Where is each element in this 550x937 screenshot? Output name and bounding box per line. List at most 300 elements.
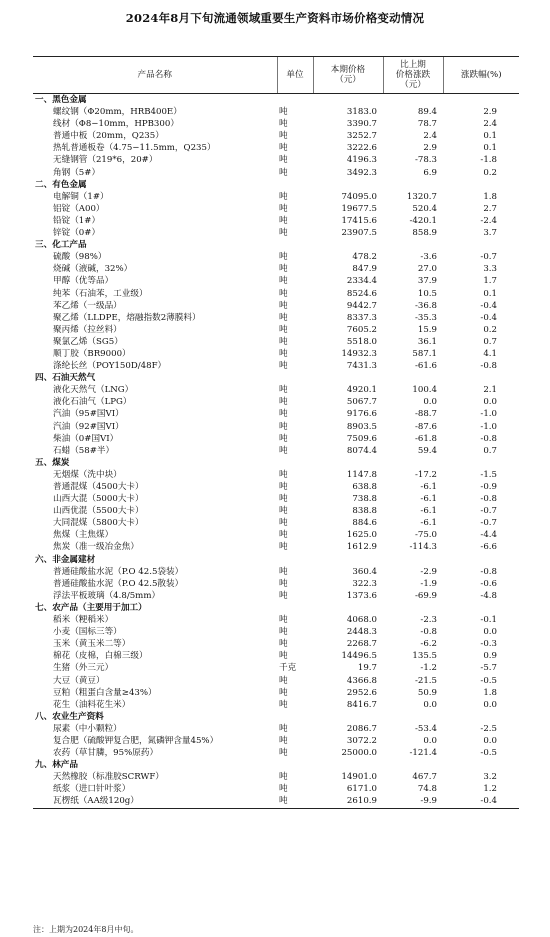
- category-title: 九、林产品: [35, 760, 78, 771]
- change-cell: -6.2: [420, 639, 437, 650]
- footnote: 注：上期为2024年8月中旬。: [33, 925, 139, 934]
- change-cell: -21.5: [414, 675, 437, 686]
- change-cell: -6.1: [420, 506, 437, 517]
- category-title: 六、非金属建材: [35, 554, 96, 565]
- price-cell: 2610.9: [313, 795, 383, 808]
- unit-cell: 吨: [279, 119, 288, 130]
- unit-cell: 吨: [279, 409, 288, 420]
- product-name: 棉花（皮棉，白棉三级）: [53, 651, 148, 662]
- table-row: [33, 142, 519, 154]
- change-cell: -6.1: [420, 482, 437, 492]
- header-change: 比上期 价格涨跌 （元）: [383, 57, 443, 94]
- price-cell: 2086.7: [346, 723, 377, 734]
- unit-cell: 吨: [279, 421, 288, 432]
- table-row: [33, 288, 519, 300]
- unit-cell: 吨: [279, 361, 288, 372]
- change-cell: 27.0: [417, 264, 437, 275]
- pct-cell: 0.0: [483, 397, 497, 408]
- change-cell: -0.8: [420, 627, 437, 638]
- unit-cell: 吨: [279, 445, 288, 456]
- change-cell: -61.8: [414, 433, 437, 444]
- unit-cell: 吨: [279, 203, 288, 214]
- table-header-row: [33, 57, 519, 94]
- change-cell: 135.5: [412, 651, 437, 662]
- product-name: 天然橡胶（标准胶SCRWF）: [53, 772, 164, 783]
- unit-cell: 吨: [279, 397, 288, 408]
- product-name: 硫酸（98%）: [53, 252, 107, 263]
- category-row: [33, 602, 519, 614]
- category-row: [33, 239, 519, 251]
- unit-cell: 吨: [279, 494, 288, 505]
- change-cell: 50.9: [417, 687, 437, 698]
- product-name: 汽油（95#国VI）: [53, 409, 124, 420]
- price-cell: 4068.0: [346, 615, 377, 626]
- change-cell: 6.9: [423, 167, 437, 178]
- change-cell: 78.7: [417, 119, 437, 130]
- pct-cell: -1.5: [480, 469, 497, 480]
- category-row: [33, 759, 519, 771]
- price-cell: 19677.5: [341, 203, 377, 214]
- table-row: [33, 493, 519, 505]
- change-cell: 100.4: [412, 385, 437, 396]
- price-cell: 1612.9: [346, 542, 377, 553]
- unit-cell: 吨: [279, 530, 288, 541]
- product-name: 小麦（国标三等）: [53, 627, 122, 638]
- table-row: [33, 445, 519, 457]
- pct-cell: 0.1: [483, 288, 497, 299]
- price-cell: 322.3: [352, 578, 377, 589]
- price-cell: 5518.0: [346, 336, 377, 347]
- price-cell: 23907.5: [341, 228, 377, 239]
- unit-cell: 吨: [279, 288, 288, 299]
- pct-cell: -4.8: [480, 590, 497, 601]
- product-name: 汽油（92#国VI）: [53, 421, 124, 432]
- pct-cell: 0.2: [483, 324, 497, 335]
- pct-cell: -0.7: [480, 518, 497, 529]
- product-name: 石蜡（58#半）: [53, 445, 115, 456]
- table-row: [33, 614, 519, 626]
- table-row: [33, 167, 519, 179]
- pct-cell: 0.2: [483, 167, 497, 178]
- price-cell: 847.9: [352, 264, 377, 275]
- header-product-name: 产品名称: [33, 57, 277, 94]
- price-cell: 9442.7: [346, 300, 377, 311]
- pct-cell: 2.1: [483, 385, 497, 396]
- change-cell: 520.4: [412, 203, 437, 214]
- product-name: 无烟煤（洗中块）: [53, 469, 122, 480]
- price-cell: 3390.7: [346, 119, 377, 130]
- table-row: [33, 723, 519, 735]
- price-cell: 8416.7: [346, 699, 377, 710]
- change-cell: -9.9: [383, 795, 443, 808]
- product-name: 无缝钢管（219*6，20#）: [53, 155, 158, 166]
- product-name: 普通中板（20mm，Q235）: [53, 131, 164, 142]
- pct-cell: -0.4: [480, 312, 497, 323]
- unit-cell: 吨: [279, 300, 288, 311]
- page-title: 2024年8月下旬流通领域重要生产资料市场价格变动情况: [125, 11, 425, 25]
- change-cell: -2.9: [420, 566, 437, 577]
- change-cell: 2.4: [423, 131, 437, 142]
- table-row: [33, 408, 519, 420]
- product-name: 烧碱（液碱，32%）: [53, 264, 133, 275]
- price-cell: 8337.3: [346, 312, 377, 323]
- table-row: [33, 106, 519, 118]
- change-cell: 37.9: [417, 276, 437, 287]
- category-title: 三、化工产品: [35, 240, 87, 251]
- pct-cell: 1.7: [483, 276, 497, 287]
- pct-cell: -0.8: [480, 361, 497, 372]
- change-cell: -78.3: [414, 155, 437, 166]
- pct-cell: -2.4: [480, 215, 497, 226]
- table-row: [33, 517, 519, 529]
- pct-cell: -0.4: [443, 795, 519, 808]
- price-cell: 9176.6: [346, 409, 377, 420]
- product-name: 铅锭（1#）: [53, 215, 101, 226]
- category-row: [33, 711, 519, 723]
- change-cell: 10.5: [417, 288, 437, 299]
- pct-cell: -1.8: [480, 155, 497, 166]
- category-row: [33, 94, 519, 107]
- pct-cell: -1.0: [480, 421, 497, 432]
- table-row: [33, 203, 519, 215]
- change-cell: 587.1: [412, 348, 437, 359]
- pct-cell: 0.9: [483, 651, 497, 662]
- change-cell: 89.4: [417, 107, 437, 118]
- product-name: 甲醇（优等品）: [53, 276, 114, 287]
- price-cell: 738.8: [352, 494, 377, 505]
- change-cell: -1.9: [420, 578, 437, 589]
- unit-cell: 吨: [279, 723, 288, 734]
- product-name: 大同混煤（5800大卡）: [53, 518, 144, 529]
- table-row: [33, 795, 519, 808]
- price-cell: 3252.7: [346, 131, 377, 142]
- unit-cell: 吨: [279, 143, 288, 154]
- table-row: [33, 263, 519, 275]
- table-row: [33, 529, 519, 541]
- unit-cell: 吨: [279, 506, 288, 517]
- product-name: 山西大混（5000大卡）: [53, 494, 144, 505]
- change-cell: -53.4: [414, 723, 437, 734]
- header-price: 本期价格 （元）: [313, 57, 383, 94]
- pct-cell: 0.1: [483, 143, 497, 154]
- unit-cell: 吨: [279, 324, 288, 335]
- product-name: 电解铜（1#）: [53, 191, 109, 202]
- pct-cell: 2.4: [483, 119, 497, 130]
- change-cell: -3.6: [420, 252, 437, 263]
- price-cell: 8074.4: [346, 445, 377, 456]
- table-row: [33, 578, 519, 590]
- table-row: [33, 662, 519, 674]
- table-row: [33, 747, 519, 759]
- price-cell: 3072.2: [346, 735, 377, 746]
- product-name: 柴油（0#国VI）: [53, 433, 119, 444]
- product-name: 顺丁胶（BR9000）: [53, 348, 131, 359]
- table-row: [33, 505, 519, 517]
- product-name: 液化天然气（LNG）: [53, 385, 134, 396]
- table-row: [33, 421, 519, 433]
- change-cell: 74.8: [417, 784, 437, 795]
- pct-cell: -0.8: [480, 494, 497, 505]
- pct-cell: -0.8: [480, 566, 497, 577]
- price-cell: 25000.0: [341, 748, 377, 759]
- unit-cell: 吨: [279, 699, 288, 710]
- pct-cell: 3.7: [483, 228, 497, 239]
- unit-cell: 吨: [279, 252, 288, 263]
- price-cell: 5067.7: [346, 397, 377, 408]
- unit-cell: 吨: [279, 748, 288, 759]
- unit-cell: 吨: [279, 639, 288, 650]
- table-row: [33, 638, 519, 650]
- unit-cell: 吨: [279, 167, 288, 178]
- product-name: 大豆（黄豆）: [53, 675, 105, 686]
- price-cell: 360.4: [352, 566, 377, 577]
- change-cell: -69.9: [414, 590, 437, 601]
- unit-cell: 吨: [279, 651, 288, 662]
- category-row: [33, 554, 519, 566]
- unit-cell: 吨: [279, 735, 288, 746]
- product-name: 豆粕（粗蛋白含量≥43%）: [53, 687, 157, 698]
- table-row: [33, 384, 519, 396]
- pct-cell: -0.1: [480, 615, 497, 626]
- product-name: 聚氯乙烯（SG5）: [53, 336, 123, 347]
- table-row: [33, 336, 519, 348]
- price-cell: 2268.7: [346, 639, 377, 650]
- unit-cell: 吨: [279, 228, 288, 239]
- price-cell: 3492.3: [346, 167, 377, 178]
- table-row: [33, 191, 519, 203]
- product-name: 锌锭（0#）: [53, 228, 101, 239]
- pct-cell: 1.8: [483, 191, 497, 202]
- pct-cell: -5.7: [480, 663, 497, 674]
- pct-cell: 3.2: [483, 772, 497, 783]
- table-row: [33, 300, 519, 312]
- price-cell: 7605.2: [346, 324, 377, 335]
- table-row: [33, 590, 519, 602]
- unit-cell: 吨: [277, 795, 313, 808]
- price-cell: 2448.3: [346, 627, 377, 638]
- change-cell: 59.4: [417, 445, 437, 456]
- pct-cell: -0.5: [480, 748, 497, 759]
- pct-cell: 0.7: [483, 445, 497, 456]
- table-row: [33, 130, 519, 142]
- pct-cell: 0.0: [483, 699, 497, 710]
- change-cell: -2.3: [420, 615, 437, 626]
- product-name: 农药（草甘膦，95%原药）: [53, 748, 159, 759]
- table-row: [33, 360, 519, 372]
- price-cell: 3222.6: [346, 143, 377, 154]
- unit-cell: 吨: [279, 687, 288, 698]
- table-row: [33, 227, 519, 239]
- table-row: [33, 675, 519, 687]
- header-unit: 单位: [277, 57, 313, 94]
- table-row: [33, 469, 519, 481]
- change-cell: 0.0: [423, 699, 437, 710]
- price-cell: 4920.1: [346, 385, 377, 396]
- price-cell: 3183.0: [346, 107, 377, 118]
- unit-cell: 吨: [279, 155, 288, 166]
- unit-cell: 吨: [279, 590, 288, 601]
- pct-cell: -0.7: [480, 506, 497, 517]
- pct-cell: -6.6: [480, 542, 497, 553]
- price-cell: 2952.6: [346, 687, 377, 698]
- change-cell: -88.7: [414, 409, 437, 420]
- pct-cell: 1.8: [483, 687, 497, 698]
- table-body: [33, 94, 519, 809]
- change-cell: -6.1: [420, 518, 437, 529]
- unit-cell: 吨: [279, 312, 288, 323]
- change-cell: -17.2: [414, 469, 437, 480]
- change-cell: -1.2: [420, 663, 437, 674]
- pct-cell: 0.0: [483, 735, 497, 746]
- change-cell: 858.9: [412, 228, 437, 239]
- price-cell: 838.8: [352, 506, 377, 517]
- pct-cell: -1.0: [480, 409, 497, 420]
- product-name: 焦炭（准一级冶金焦）: [53, 542, 139, 553]
- pct-cell: -0.4: [480, 300, 497, 311]
- change-cell: -75.0: [414, 530, 437, 541]
- price-table: [33, 56, 519, 809]
- unit-cell: 千克: [279, 663, 297, 674]
- price-cell: 8524.6: [346, 288, 377, 299]
- product-name: 螺纹钢（Φ20mm，HRB400E）: [53, 107, 182, 118]
- change-cell: -420.1: [409, 215, 437, 226]
- category-title: 四、石油天然气: [35, 373, 96, 384]
- unit-cell: 吨: [279, 385, 288, 396]
- product-name: 苯乙烯（一级品）: [53, 300, 122, 311]
- price-cell: 1373.6: [346, 590, 377, 601]
- table-row: [33, 687, 519, 699]
- pct-cell: -0.7: [480, 252, 497, 263]
- change-cell: -87.6: [414, 421, 437, 432]
- unit-cell: 吨: [279, 578, 288, 589]
- table-row: [33, 699, 519, 711]
- price-cell: 14901.0: [341, 772, 377, 783]
- table-row: [33, 541, 519, 553]
- unit-cell: 吨: [279, 107, 288, 118]
- product-name: 玉米（黄玉米二等）: [53, 639, 131, 650]
- price-cell: 4366.8: [346, 675, 377, 686]
- pct-cell: 0.7: [483, 336, 497, 347]
- change-cell: 1320.7: [406, 191, 437, 202]
- category-row: [33, 372, 519, 384]
- table-row: [33, 324, 519, 336]
- product-name: 山西优混（5500大卡）: [53, 506, 144, 517]
- category-title: 一、黑色金属: [35, 95, 87, 105]
- product-name: 焦煤（主焦煤）: [53, 530, 114, 541]
- pct-cell: 0.1: [483, 131, 497, 142]
- unit-cell: 吨: [279, 131, 288, 142]
- price-cell: 2334.4: [346, 276, 377, 287]
- unit-cell: 吨: [279, 191, 288, 202]
- price-cell: 14496.5: [341, 651, 377, 662]
- header-pct: 涨跌幅(%): [443, 57, 519, 94]
- change-cell: 467.7: [412, 772, 437, 783]
- unit-cell: 吨: [279, 784, 288, 795]
- table-row: [33, 771, 519, 783]
- price-cell: 17415.6: [341, 215, 377, 226]
- product-name: 普通混煤（4500大卡）: [53, 482, 144, 492]
- change-cell: 36.1: [417, 336, 437, 347]
- pct-cell: 2.9: [483, 107, 497, 118]
- category-title: 八、农业生产资料: [35, 711, 104, 722]
- table-row: [33, 275, 519, 287]
- change-cell: 2.9: [423, 143, 437, 154]
- unit-cell: 吨: [279, 348, 288, 359]
- pct-cell: -4.4: [480, 530, 497, 541]
- table-row: [33, 650, 519, 662]
- product-name: 液化石油气（LPG）: [53, 397, 132, 408]
- unit-cell: 吨: [279, 542, 288, 553]
- category-title: 五、煤炭: [35, 457, 70, 468]
- product-name: 稻米（粳稻米）: [53, 615, 114, 626]
- change-cell: -121.4: [409, 748, 437, 759]
- table-row: [33, 396, 519, 408]
- price-cell: 4196.3: [346, 155, 377, 166]
- price-cell: 7509.6: [346, 433, 377, 444]
- table-row: [33, 626, 519, 638]
- table-row: [33, 154, 519, 166]
- price-cell: 8903.5: [346, 421, 377, 432]
- unit-cell: 吨: [279, 276, 288, 287]
- pct-cell: -0.3: [480, 639, 497, 650]
- pct-cell: 1.2: [483, 784, 497, 795]
- pct-cell: -0.9: [480, 482, 497, 492]
- unit-cell: 吨: [279, 675, 288, 686]
- table-row: [33, 783, 519, 795]
- product-name: 聚乙烯（LLDPE，熔融指数2薄膜料）: [53, 312, 201, 323]
- pct-cell: -0.6: [480, 578, 497, 589]
- product-name: 角钢（5#）: [53, 167, 101, 178]
- unit-cell: 吨: [279, 336, 288, 347]
- change-cell: -36.8: [414, 300, 437, 311]
- unit-cell: 吨: [279, 518, 288, 529]
- product-name: 线材（Φ8−10mm，HPB300）: [53, 119, 179, 130]
- category-title: 二、有色金属: [35, 179, 87, 190]
- table-row: [33, 433, 519, 445]
- table-row: [33, 215, 519, 227]
- pct-cell: 4.1: [483, 348, 497, 359]
- table-row: [33, 312, 519, 324]
- product-name: 花生（油料花生米）: [53, 699, 131, 710]
- unit-cell: 吨: [279, 627, 288, 638]
- product-name: 生猪（外三元）: [53, 663, 114, 674]
- table-row: [33, 251, 519, 263]
- product-name: 聚丙烯（拉丝料）: [53, 324, 122, 335]
- price-cell: 884.6: [352, 518, 377, 529]
- pct-cell: -2.5: [480, 723, 497, 734]
- product-name: 铝锭（A00）: [53, 203, 105, 214]
- change-cell: -35.3: [414, 312, 437, 323]
- category-row: [33, 457, 519, 469]
- unit-cell: 吨: [279, 264, 288, 275]
- unit-cell: 吨: [279, 469, 288, 480]
- change-cell: 15.9: [417, 324, 437, 335]
- product-name: 纯苯（石油苯，工业级）: [53, 288, 148, 299]
- change-cell: -61.6: [414, 361, 437, 372]
- product-name: 普通硅酸盐水泥（P.O 42.5散装）: [53, 578, 184, 589]
- unit-cell: 吨: [279, 433, 288, 444]
- price-cell: 638.8: [352, 482, 377, 492]
- unit-cell: 吨: [279, 615, 288, 626]
- product-name: 瓦楞纸（AA级120g）: [33, 795, 277, 808]
- change-cell: 0.0: [423, 397, 437, 408]
- change-cell: 0.0: [423, 735, 437, 746]
- product-name: 纸浆（进口针叶浆）: [53, 784, 131, 795]
- price-cell: 14932.3: [341, 348, 377, 359]
- pct-cell: 0.0: [483, 627, 497, 638]
- pct-cell: -0.5: [480, 675, 497, 686]
- table-row: [33, 566, 519, 578]
